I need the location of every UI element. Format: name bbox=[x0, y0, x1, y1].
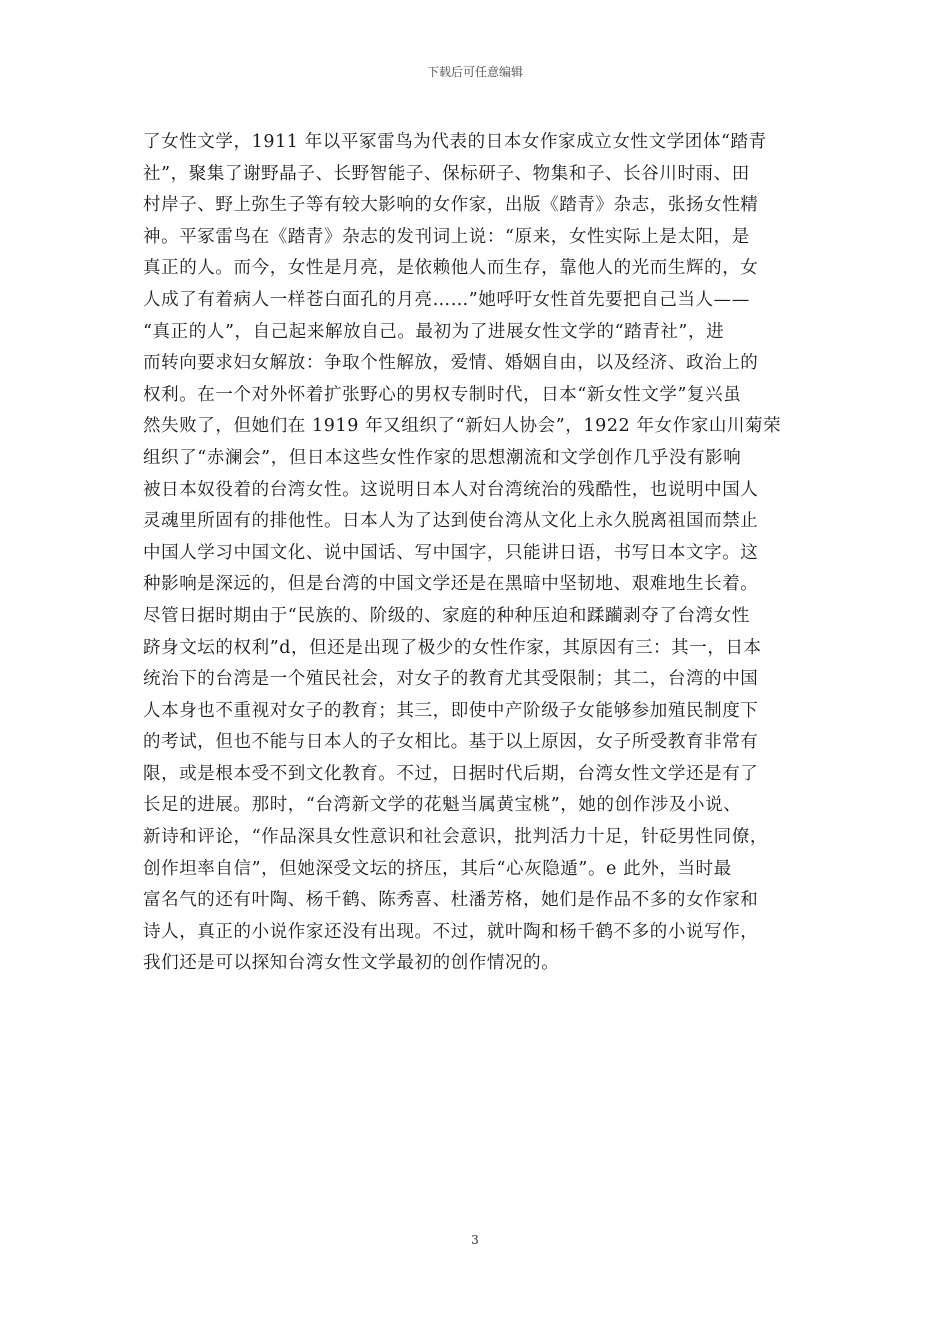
text-line: “真正的人”，自己起来解放自己。最初为了进展女性文学的“踏青社”，进 bbox=[143, 321, 725, 342]
text-line: 了女性文学，1911 年以平冢雷鸟为代表的日本女作家成立女性文学团体“踏青 bbox=[143, 132, 767, 152]
text-line: 统治下的台湾是一个殖民社会，对女子的教育尤其受限制；其二，台湾的中国 bbox=[143, 669, 759, 690]
text-line: 真正的人。而今，女性是月亮，是依赖他人而生存，靠他人的光而生辉的，女 bbox=[143, 258, 759, 279]
text-line: 权利。在一个对外怀着扩张野心的男权专制时代，日本“新女性文学”复兴虽 bbox=[143, 384, 742, 405]
text-line: 长足的进展。那时，“台湾新文学的花魁当属黄宝桃”，她的创作涉及小说、 bbox=[143, 795, 742, 816]
text-line: 富名气的还有叶陶、杨千鹤、陈秀喜、杜潘芳格，她们是作品不多的女作家和 bbox=[143, 890, 759, 911]
text-line: 人成了有着病人一样苍白面孔的月亮……”她呼吁女性首先要把自己当人—— bbox=[143, 289, 750, 310]
text-line: 社”，聚集了谢野晶子、长野智能子、保标研子、物集和子、长谷川时雨、田 bbox=[143, 163, 750, 184]
text-line: 然失败了，但她们在 1919 年又组织了“新妇人协会”，1922 年女作家山川菊荣 bbox=[143, 416, 782, 437]
text-line: 的考试，但也不能与日本人的子女相比。基于以上原因，女子所受教育非常有 bbox=[143, 732, 759, 753]
text-line: 新诗和评论，“作品深具女性意识和社会意识，批判活力十足，针砭男性同僚， bbox=[143, 827, 768, 848]
page-number: 3 bbox=[471, 1233, 479, 1247]
body-text bbox=[143, 127, 811, 980]
text-line: 中国人学习中国文化、说中国话、写中国字，只能讲日语，书写日本文字。这 bbox=[143, 542, 759, 563]
text-line: 创作坦率自信”，但她深受文坛的挤压，其后“心灰隐遁”。e 此外，当时最 bbox=[143, 858, 732, 879]
text-line: 种影响是深远的，但是台湾的中国文学还是在黑暗中坚韧地、艰难地生长着。 bbox=[143, 574, 759, 595]
text-line: 村岸子、野上弥生子等有较大影响的女作家，出版《踏青》杂志，张扬女性精 bbox=[143, 195, 759, 216]
text-line: 而转向要求妇女解放：争取个性解放，爱情、婚姻自由，以及经济、政治上的 bbox=[143, 353, 759, 374]
text-line: 跻身文坛的权利”d，但还是出现了极少的女性作家，其原因有三：其一，日本 bbox=[143, 637, 762, 658]
text-line: 限，或是根本受不到文化教育。不过，日据时代后期，台湾女性文学还是有了 bbox=[143, 763, 759, 784]
text-line: 尽管日据时期由于“民族的、阶级的、家庭的种种压迫和蹂躏剥夺了台湾女性 bbox=[143, 605, 750, 626]
page-header: 下载后可任意编辑 bbox=[426, 65, 523, 79]
text-line: 人本身也不重视对女子的教育；其三，即使中产阶级子女能够参加殖民制度下 bbox=[143, 700, 759, 721]
text-line: 神。平冢雷鸟在《踏青》杂志的发刊词上说：“原来，女性实际上是太阳，是 bbox=[143, 226, 750, 247]
text-line: 灵魂里所固有的排他性。日本人为了达到使台湾从文化上永久脱离祖国而禁止 bbox=[143, 511, 759, 532]
text-line: 诗人，真正的小说作家还没有出现。不过，就叶陶和杨千鹤不多的小说写作， bbox=[143, 921, 759, 942]
text-line: 被日本奴役着的台湾女性。这说明日本人对台湾统治的残酷性，也说明中国人 bbox=[143, 479, 759, 500]
text-line: 我们还是可以探知台湾女性文学最初的创作情况的。 bbox=[143, 953, 560, 974]
text-line: 组织了“赤澜会”，但日本这些女性作家的思想潮流和文学创作几乎没有影响 bbox=[143, 447, 742, 468]
